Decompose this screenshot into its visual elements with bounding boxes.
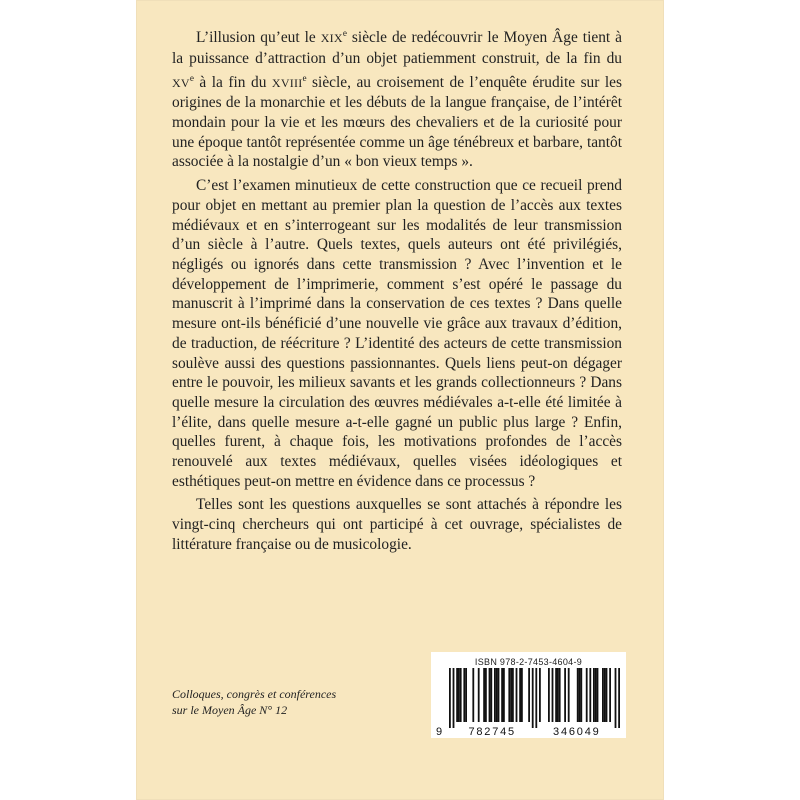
barcode-bar (453, 668, 455, 728)
barcode-bar (589, 668, 591, 722)
series-title (172, 686, 372, 718)
barcode-bar (498, 668, 500, 722)
barcode-bar (595, 668, 597, 722)
barcode-bar (568, 668, 570, 722)
barcode-bar (489, 668, 491, 722)
barcode-bar (516, 668, 518, 722)
barcode-graphic (435, 668, 622, 736)
century-xviii: XVIII (271, 75, 303, 90)
series-line-2: sur le Moyen Âge N° 12 (172, 703, 288, 717)
barcode-bar (510, 668, 512, 722)
paragraph-2: C’est l’examen minutieux de cette construction que ce recueil prend pour objet en mettant au premier plan la question de l’accès aux textes médiévaux et en s’interrogeant sur les modalités de leur transmission d’un siècle à l’autre. Quels textes, quels auteurs ont été privilégiés, négligés ou ignorés dans cette transmission ? Avec l’invention et le développement de l’imprimerie, comment s’est opéré le passage du manuscrit à l’imprimé dans la conservation de ces textes ? Dans quelle mesure ont-ils bénéficié d’une nouvelle vie grâce aux travaux d’édition, de traduction, de réécriture ? L’identité des acteurs de cette transmission soulève aussi des questions passionnantes. Quels liens peut-on dégager entre le pouvoir, les milieux savants et les grands collectionneurs ? Dans quelle mesure la circulation des œuvres médiévales a-t-elle été limitée à l’élite, dans quelle mesure a-t-elle gagné un public plus large ? Enfin, quelles furent, à chaque fois, les motivations profondes de l’accès renouvelé aux textes médiévaux, quelles visées idéologiques et esthétiques peut-on mettre en évidence dans ce processus ? (172, 177, 622, 490)
barcode-bar (449, 668, 451, 728)
barcode-bar (512, 668, 514, 722)
barcode-bar (483, 668, 485, 722)
barcode-bar (606, 668, 608, 722)
blurb-text (172, 24, 622, 559)
barcode-bar (618, 668, 620, 728)
paragraph-1: L’illusion qu’eut le XIXe siècle de redécouvrir le Moyen Âge tient à la puissance d’attraction d’un objet patiemment construit, de la fin du XVe à la fin du XVIIIe siècle, au croisement de l’enquête érudite sur les origines de la monarchie et les débuts de la langue française, de l’intérêt mondain pour la vie et les mœurs des chevaliers et de la curiosité pour une époque tantôt représentée comme un âge ténébreux et barbare, tantôt associée à la nostalgie d’un « bon vieux temps ». (172, 28, 622, 171)
barcode-bar (508, 668, 510, 722)
barcode-bar (494, 668, 496, 722)
barcode-bar (577, 668, 579, 722)
barcode-bar (460, 668, 462, 722)
barcode-first-digit: 9 (436, 726, 444, 736)
century-xv: XV (172, 75, 190, 90)
series-line-1: Colloques, congrès et conférences (172, 687, 337, 701)
barcode-bar (539, 668, 541, 722)
superscript-e: e (189, 72, 194, 83)
barcode-bar (559, 668, 561, 722)
barcode-bar (490, 668, 492, 722)
barcode-bar (557, 668, 559, 722)
barcode-bar (532, 668, 534, 728)
barcode-bar (548, 668, 550, 722)
superscript-e: e (342, 28, 347, 38)
barcode-bar (609, 668, 611, 722)
barcode-bar (602, 668, 604, 722)
barcode-bar (555, 668, 557, 722)
barcode-bar (564, 668, 566, 722)
barcode-bar (465, 668, 467, 722)
barcode-bar (519, 668, 521, 722)
barcode-bar (463, 668, 465, 722)
barcode-bar (503, 668, 505, 722)
barcode-bar (496, 668, 498, 722)
barcode-bar (579, 668, 581, 722)
isbn-label: ISBN 978-2-7453-4604-9 (474, 657, 583, 667)
superscript-e: e (302, 72, 307, 83)
barcode-bar (593, 668, 595, 722)
paragraph-3: Telles sont les questions auxquelles se sont attachés à répondre les vingt-cinq chercheurs qui ont participé à cet ouvrage, spécialistes de littérature française ou de musicologie. (172, 496, 622, 553)
barcode-bar (535, 668, 537, 728)
barcode-bar (458, 668, 460, 722)
barcode-left-digits: 782745 (468, 726, 516, 736)
barcode-bar (552, 668, 554, 722)
barcode-bar (472, 668, 474, 722)
barcode-bar (615, 668, 617, 728)
barcode-bar (597, 668, 599, 722)
isbn-barcode (431, 652, 626, 738)
barcode-bar (478, 668, 480, 722)
barcode-bar (485, 668, 487, 722)
century-xix: XIX (320, 31, 343, 46)
barcode-bar (604, 668, 606, 722)
barcode-bar (586, 668, 588, 722)
back-cover (136, 0, 664, 800)
barcode-bar (501, 668, 503, 722)
barcode-bar (580, 668, 582, 722)
barcode-bar (521, 668, 523, 722)
barcode-right-digits: 346049 (553, 726, 601, 736)
barcode-bar (528, 668, 530, 722)
barcode-bar (456, 668, 458, 722)
